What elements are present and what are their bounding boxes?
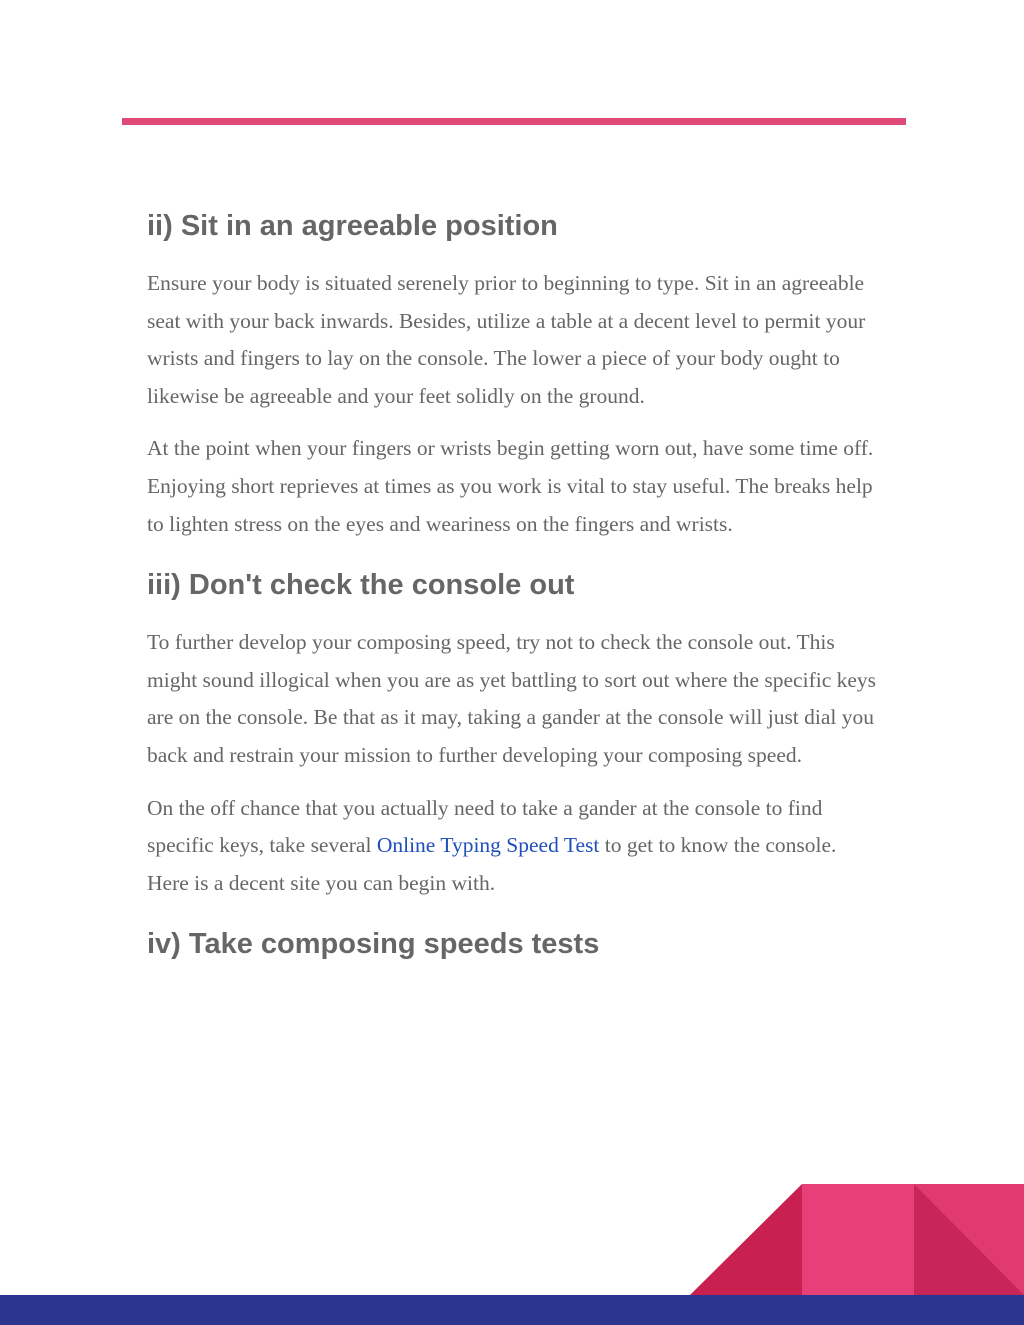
link-lead-text: On the off chance that you actually need to take a gander at the console to find specific keys, take several [147,795,823,858]
link-trail-text: to get to know the console. Here is a decent site you can begin with. [147,833,837,895]
footer-band [0,1295,1024,1325]
section-heading-sit-position: ii) Sit in an agreeable position [147,210,558,242]
paragraph: At the point when your fingers or wrists begin getting worn out, have some time off. Enjoying short reprieves at times as you work is vital to stay useful. The breaks help to lighten stress on the eyes and weariness on the fingers and wrists. [147,436,874,536]
section-heading-speed-tests: iv) Take composing speeds tests [147,928,600,961]
paragraph: To further develop your composing speed, try not to check the console out. This might sound illogical when you are as yet battling to sort out where the specific keys are on the console. Be that as it may, taking a gander at the console will just dial you back and restrain your mission to further developing your composing speed. [147,630,877,767]
corner-decoration [690,1184,1024,1295]
corner-square-middle [802,1184,914,1295]
top-accent-rule [122,118,906,125]
document-body [147,205,882,965]
corner-triangle-left [690,1184,802,1295]
online-typing-speed-test-link[interactable]: Online Typing Speed Test [376,833,600,858]
section-heading-dont-check-console: iii) Don't check the console out [147,569,575,602]
paragraph: Ensure your body is situated serenely prior to beginning to type. Sit in an agreeable seat with your back inwards. Besides, utilize a table at a decent level to permit your wrists and fingers to lay on the console. The lower a piece of your body ought to likewise be agreeable and your feet solidly on the ground. [147,271,866,408]
paragraph-with-link [147,790,882,903]
